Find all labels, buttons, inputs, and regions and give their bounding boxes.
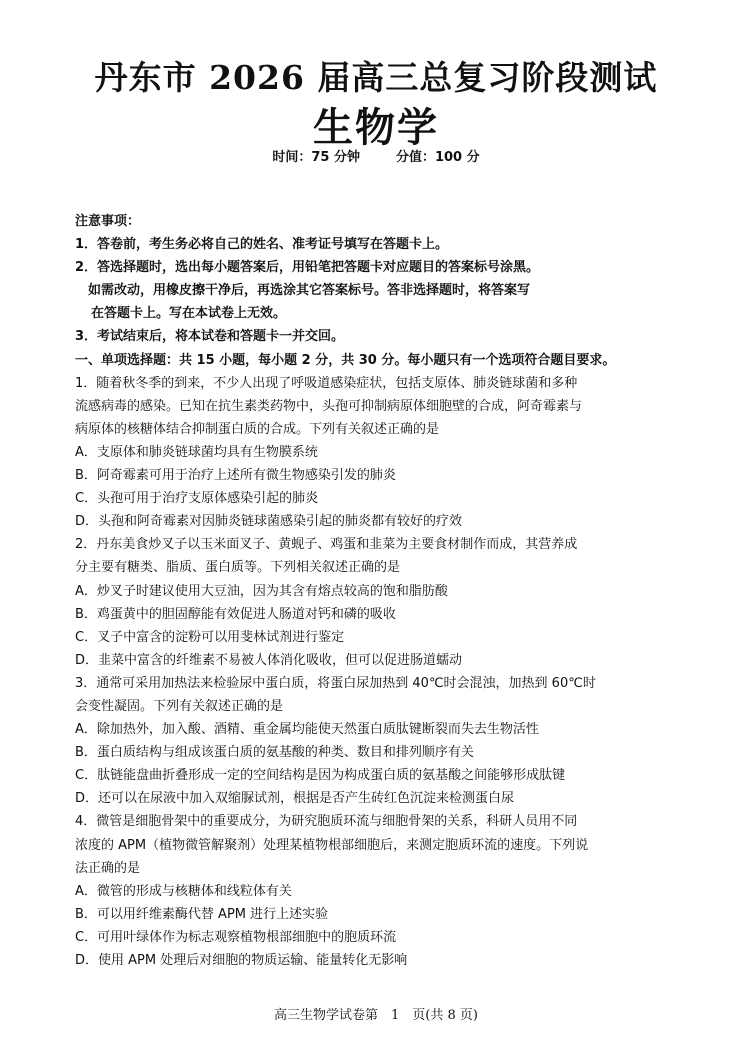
exam-content bbox=[75, 210, 675, 972]
page-footer: 高三生物学试卷第 1 页(共 8 页) bbox=[274, 1008, 478, 1023]
question-1-stem-line-2: 流感病毒的感染。已知在抗生素类药物中，头孢可抑制病原体细胞壁的合成，阿奇霉素与 bbox=[75, 398, 583, 414]
question-1-option-c: C．头孢可用于治疗支原体感染引起的肺炎 bbox=[75, 491, 319, 507]
question-3-option-d: D．还可以在尿液中加入双缩脲试剂，根据是否产生砖红色沉淀来检测蛋白尿 bbox=[75, 791, 515, 807]
question-2-stem-line-1: 2．丹东美食炒叉子以玉米面叉子、黄蚬子、鸡蛋和韭菜为主要食材制作而成，其营养成 bbox=[75, 537, 578, 553]
notice-heading: 注意事项： bbox=[75, 214, 141, 229]
question-1-option-b: B．阿奇霉素可用于治疗上述所有微生物感染引发的肺炎 bbox=[75, 468, 396, 484]
question-4-option-b: B．可以用纤维素酶代替 APM 进行上述实验 bbox=[75, 906, 329, 922]
question-2-option-c: C．叉子中富含的淀粉可以用斐林试剂进行鉴定 bbox=[75, 629, 345, 645]
exam-meta bbox=[0, 146, 752, 165]
question-4-stem-line-2: 浓度的 APM（植物微管解聚剂）处理某植物根部细胞后，来测定胞质环流的速度。下列说 bbox=[75, 837, 589, 853]
notice-item-2-line-1: 2．答选择题时，选出每小题答案后，用铅笔把答题卡对应题目的答案标号涂黑。 bbox=[75, 260, 540, 276]
question-2-option-b: B．鸡蛋黄中的胆固醇能有效促进人肠道对钙和磷的吸收 bbox=[75, 606, 396, 622]
question-1-stem-line-1: 1．随着秋冬季的到来，不少人出现了呼吸道感染症状，包括支原体、肺炎链球菌和多种 bbox=[75, 375, 578, 391]
question-4-option-c: C．可用叶绿体作为标志观察植物根部细胞中的胞质环流 bbox=[75, 929, 397, 945]
question-3-option-c: C．肽链能盘曲折叠形成一定的空间结构是因为构成蛋白质的氨基酸之间能够形成肽键 bbox=[75, 768, 566, 784]
question-4-option-d: D．使用 APM 处理后对细胞的物质运输、能量转化无影响 bbox=[75, 953, 408, 968]
question-2-option-d: D．韭菜中富含的纤维素不易被人体消化吸收，但可以促进肠道蠕动 bbox=[75, 652, 463, 668]
exam-time: 时间：75 分钟 bbox=[272, 150, 360, 165]
question-1-stem-line-3: 病原体的核糖体结合抑制蛋白质的合成。下列有关叙述正确的是 bbox=[75, 421, 440, 437]
question-1-option-a: A．支原体和肺炎链球菌均具有生物膜系统 bbox=[75, 444, 318, 460]
question-2-option-a: A．炒叉子时建议使用大豆油，因为其含有熔点较高的饱和脂肪酸 bbox=[75, 583, 448, 599]
notice-item-1: 1．答卷前，考生务必将自己的姓名、准考证号填写在答题卡上。 bbox=[75, 237, 449, 253]
question-4-option-a: A．微管的形成与核糖体和线粒体有关 bbox=[75, 883, 292, 899]
question-1-option-d: D．头孢和阿奇霉素对因肺炎链球菌感染引起的肺炎都有较好的疗效 bbox=[75, 514, 463, 530]
exam-score: 分值：100 分 bbox=[395, 150, 480, 165]
notice-item-2-line-2: 如需改动，用橡皮擦干净后，再选涂其它答案标号。答非选择题时，将答案写 bbox=[88, 283, 531, 299]
question-4-stem-line-1: 4．微管是细胞骨架中的重要成分，为研究胞质环流与细胞骨架的关系，科研人员用不同 bbox=[75, 814, 578, 830]
notice-item-3: 3．考试结束后，将本试卷和答题卡一并交回。 bbox=[75, 329, 345, 345]
section-1-heading: 一、单项选择题：共 15 小题，每小题 2 分，共 30 分。每小题只有一个选项符合题目要求。 bbox=[75, 352, 616, 368]
exam-title: 丹东市 2026 届高三总复习阶段测试 bbox=[94, 58, 658, 97]
subject-title: 生物学 bbox=[313, 104, 439, 151]
question-4-stem-line-3: 法正确的是 bbox=[75, 860, 141, 876]
question-3-stem-line-1: 3．通常可采用加热法来检验尿中蛋白质，将蛋白尿加热到 40℃时会混浊，加热到 60℃时 bbox=[75, 675, 596, 691]
question-2-stem-line-2: 分主要有糖类、脂质、蛋白质等。下列相关叙述正确的是 bbox=[75, 560, 401, 576]
question-3-option-b: B．蛋白质结构与组成该蛋白质的氨基酸的种类、数目和排列顺序有关 bbox=[75, 745, 474, 761]
notice-item-2-line-3: 在答题卡上。写在本试卷上无效。 bbox=[91, 306, 287, 322]
question-3-stem-line-2: 会变性凝固。下列有关叙述正确的是 bbox=[75, 698, 284, 714]
question-3-option-a: A．除加热外，加入酸、酒精、重金属均能使天然蛋白质肽键断裂而失去生物活性 bbox=[75, 722, 539, 738]
